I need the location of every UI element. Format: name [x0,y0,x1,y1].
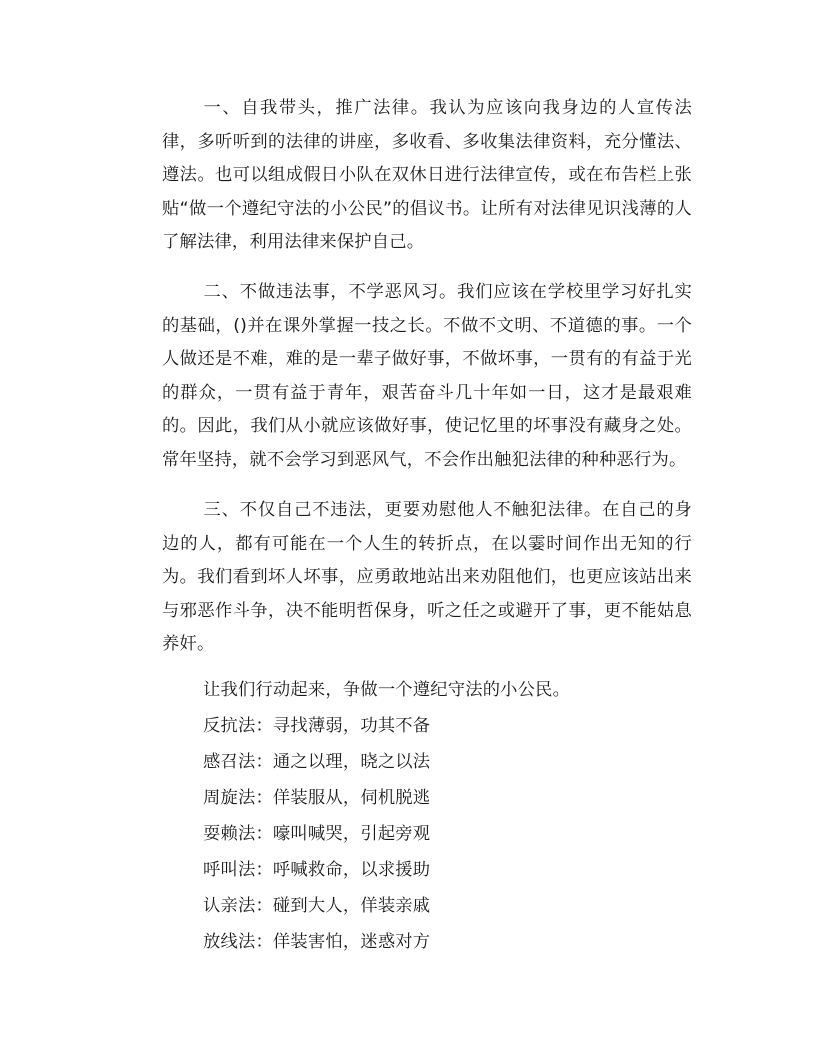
method-item: 感召法：通之以理，晓之以法 [203,752,431,772]
method-item: 认亲法：碰到大人，佯装亲戚 [203,896,431,916]
paragraph-persuade-others: 三、不仅自己不违法，更要劝慰他人不触犯法律。在自己的身边的人，都有可能在一个人生的转折点，在以霎时间作出无知的行为。我们看到坏人坏事，应勇敢地站出来劝阻他们，也更应该站出来与邪恶作斗争，决不能明哲保身，听之任之或避开了事，更不能姑息养奸。 [162,500,692,655]
paragraph-lead-by-example: 一、自我带头，推广法律。我认为应该向我身边的人宣传法律，多听听到的法律的讲座，多收看、多收集法律资料，充分懂法、遵法。也可以组成假日小队在双休日进行法律宣传，或在布告栏上张贴“做一个遵纪守法的小公民”的倡议书。让所有对法律见识浅薄的人了解法律，利用法律来保护自己。 [162,98,692,253]
method-item: 放线法：佯装害怕，迷惑对方 [203,932,431,952]
method-item: 呼叫法：呼喊救命，以求援助 [203,860,431,880]
paragraph-avoid-bad-habits: 二、不做违法事，不学恶风习。我们应该在学校里学习好扎实的基础，()并在课外掌握一技之长。不做不文明、不道德的事。一个人做还是不难，难的是一辈子做好事，不做坏事，一贯有的有益于光的群众，一贯有益于青年，艰苦奋斗几十年如一日，这才是最艰难的。因此，我们从小就应该做好事，使记忆里的坏事没有藏身之处。常年坚持，就不会学习到恶风气，不会作出触犯法律的种种恶行为。 [162,282,692,470]
method-item: 周旋法：佯装服从，伺机脱逃 [203,788,431,808]
method-item: 耍赖法：嚎叫喊哭，引起旁观 [203,824,431,844]
closing-line: 让我们行动起来，争做一个遵纪守法的小公民。 [203,680,571,700]
method-item: 反抗法：寻找薄弱，功其不备 [203,716,431,736]
